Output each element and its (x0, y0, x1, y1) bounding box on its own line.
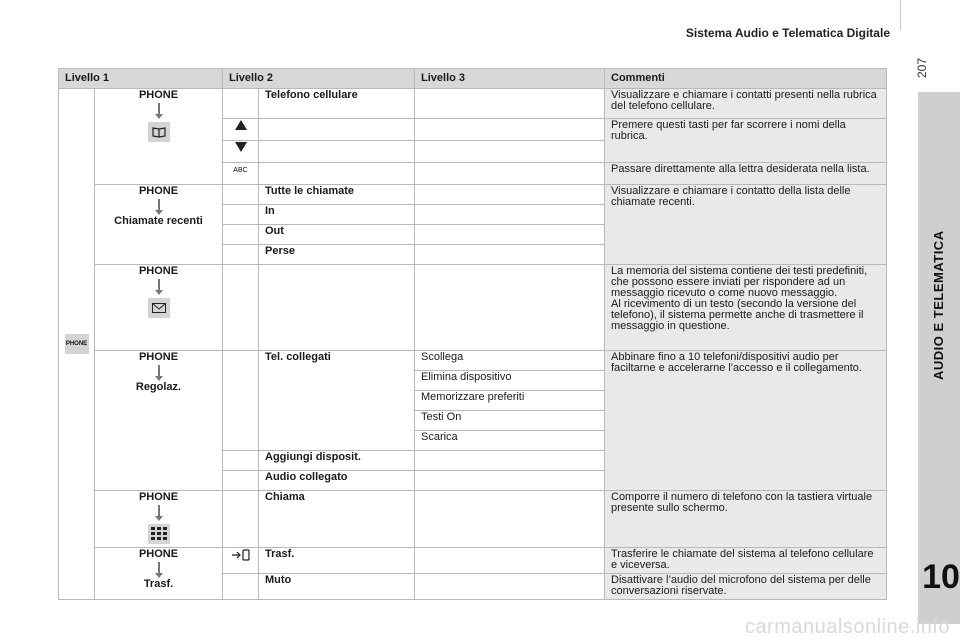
settings-item-texts: Testi On (415, 411, 605, 431)
settings-item-download: Scarica (415, 431, 605, 451)
recent-item-in: In (259, 205, 415, 225)
table-row (59, 185, 887, 205)
mute-comment: Disattivare l’audio del microfono del sistema per delle conversazioni riservate. (605, 574, 887, 600)
empty-cell (223, 574, 259, 600)
settings-item-disconnect: Scollega (415, 351, 605, 371)
contacts-level1-cell (95, 89, 223, 185)
contacts-item: Telefono cellulare (259, 89, 415, 119)
contacts-icon-cell (223, 89, 259, 119)
empty-cell (223, 225, 259, 245)
triangle-up-icon (235, 120, 247, 130)
messages-comment: La memoria del sistema contiene dei testi predefiniti, che possono essere inviati per rispondere ad un messaggio ricevuto o come nuovo messaggio. Al ricevimento di un testo (secondo la versione del telefono), il sistema permette anche di trasmettere il messaggio in questione. (605, 265, 887, 351)
page-header-title: Sistema Audio e Telematica Digitale (685, 26, 890, 40)
empty-cell (415, 451, 605, 471)
empty-cell (415, 265, 605, 351)
abc-comment: Passare direttamente alla lettra desiderata nella lista. (605, 163, 887, 185)
empty-cell (415, 205, 605, 225)
empty-cell (223, 471, 259, 491)
table-row (59, 548, 887, 574)
settings-add-device: Aggiungi disposit. (259, 451, 415, 471)
book-icon (148, 122, 170, 142)
column-header-level1: Livello 1 (59, 69, 223, 89)
empty-cell (223, 185, 259, 205)
call-comment: Comporre il numero di telefono con la tastiera virtuale presente sullo schermo. (605, 491, 887, 548)
settings-phone-label: PHONE (138, 351, 179, 363)
recent-item-all: Tutte le chiamate (259, 185, 415, 205)
arrow-down-icon (158, 505, 160, 517)
envelope-icon (148, 298, 170, 318)
empty-cell (223, 245, 259, 265)
call-item: Chiama (259, 491, 415, 548)
call-level1-cell (95, 491, 223, 548)
empty-cell (223, 265, 259, 351)
call-phone-label: PHONE (138, 491, 179, 503)
empty-cell (259, 141, 415, 163)
contacts-level3-cell (415, 89, 605, 119)
transfer-phone-block (101, 549, 216, 590)
empty-cell (415, 163, 605, 185)
call-phone-block (101, 492, 216, 546)
contacts-phone-label: PHONE (138, 89, 179, 101)
transfer-phone-icon (232, 549, 250, 561)
arrow-down-icon (158, 562, 160, 574)
table-header-row (59, 69, 887, 89)
chapter-side-label-text: AUDIO E TELEMATICA (931, 230, 946, 380)
recent-comment: Visualizzare e chiamare i contatto della lista delle chiamate recenti. (605, 185, 887, 265)
arrow-down-icon (158, 199, 160, 211)
messages-level1-cell (95, 265, 223, 351)
transfer-phone-label: PHONE (138, 548, 179, 560)
recent-level1-cell (95, 185, 223, 265)
settings-level2: Tel. collegati (259, 351, 415, 451)
empty-cell (415, 141, 605, 163)
empty-cell (415, 225, 605, 245)
empty-cell (223, 351, 259, 451)
page-number: 207 (915, 57, 929, 79)
recent-sub-label: Chiamate recenti (114, 215, 203, 227)
settings-phone-block (101, 352, 216, 393)
empty-cell (259, 119, 415, 141)
chapter-side-label (929, 230, 949, 380)
empty-cell (259, 265, 415, 351)
messages-phone-block (101, 266, 216, 320)
messages-phone-label: PHONE (138, 265, 179, 277)
abc-icon: ABC (233, 167, 248, 174)
mute-item: Muto (259, 574, 415, 600)
settings-item-favorites: Memorizzare preferiti (415, 391, 605, 411)
settings-audio-connected: Audio collegato (259, 471, 415, 491)
empty-cell (415, 548, 605, 574)
table-row (59, 351, 887, 371)
watermark-text: carmanualsonline.info (744, 616, 950, 638)
level1-cell (59, 89, 95, 600)
empty-cell (223, 451, 259, 471)
recent-phone-block (101, 186, 216, 227)
transfer-sub-label: Trasf. (143, 578, 174, 590)
empty-cell (415, 471, 605, 491)
scroll-down-cell[interactable] (223, 141, 259, 163)
settings-sub-label: Regolaz. (135, 381, 182, 393)
arrow-down-icon (158, 279, 160, 291)
transfer-icon-cell[interactable] (223, 548, 259, 574)
arrow-down-icon (158, 365, 160, 377)
column-header-comments: Commenti (605, 69, 887, 89)
settings-level1-cell (95, 351, 223, 491)
transfer-item: Trasf. (259, 548, 415, 574)
empty-cell (259, 163, 415, 185)
empty-cell (415, 245, 605, 265)
phone-menu-table (58, 68, 887, 600)
phone-badge-text: PHONE (65, 340, 88, 347)
phone-badge-icon (65, 334, 89, 354)
abc-cell[interactable] (223, 163, 259, 185)
settings-item-delete: Elimina dispositivo (415, 371, 605, 391)
recent-item-missed: Perse (259, 245, 415, 265)
transfer-comment: Trasferire le chiamate del sistema al telefono cellulare e viceversa. (605, 548, 887, 574)
table-row (59, 89, 887, 119)
scroll-comment: Premere questi tasti per far scorrere i nomi della rubrica. (605, 119, 887, 163)
empty-cell (415, 185, 605, 205)
empty-cell (415, 491, 605, 548)
header-rule (900, 0, 901, 30)
scroll-up-cell[interactable] (223, 119, 259, 141)
triangle-down-icon (235, 142, 247, 152)
table-row (59, 491, 887, 548)
table-row (59, 265, 887, 351)
contacts-comment: Visualizzare e chiamare i contatti presenti nella rubrica del telefono cellulare. (605, 89, 887, 119)
transfer-level1-cell (95, 548, 223, 600)
recent-phone-label: PHONE (138, 185, 179, 197)
recent-item-out: Out (259, 225, 415, 245)
empty-cell (223, 205, 259, 225)
empty-cell (415, 574, 605, 600)
column-header-level2: Livello 2 (223, 69, 415, 89)
chapter-number: 10 (922, 558, 960, 596)
keypad-icon (148, 524, 170, 544)
empty-cell (223, 491, 259, 548)
arrow-down-icon (158, 103, 160, 115)
column-header-level3: Livello 3 (415, 69, 605, 89)
contacts-phone-block (101, 90, 216, 144)
empty-cell (415, 119, 605, 141)
settings-comment: Abbinare fino a 10 telefoni/dispositivi audio per faciltarne e accelerarne l'accesso e il collegamento. (605, 351, 887, 491)
